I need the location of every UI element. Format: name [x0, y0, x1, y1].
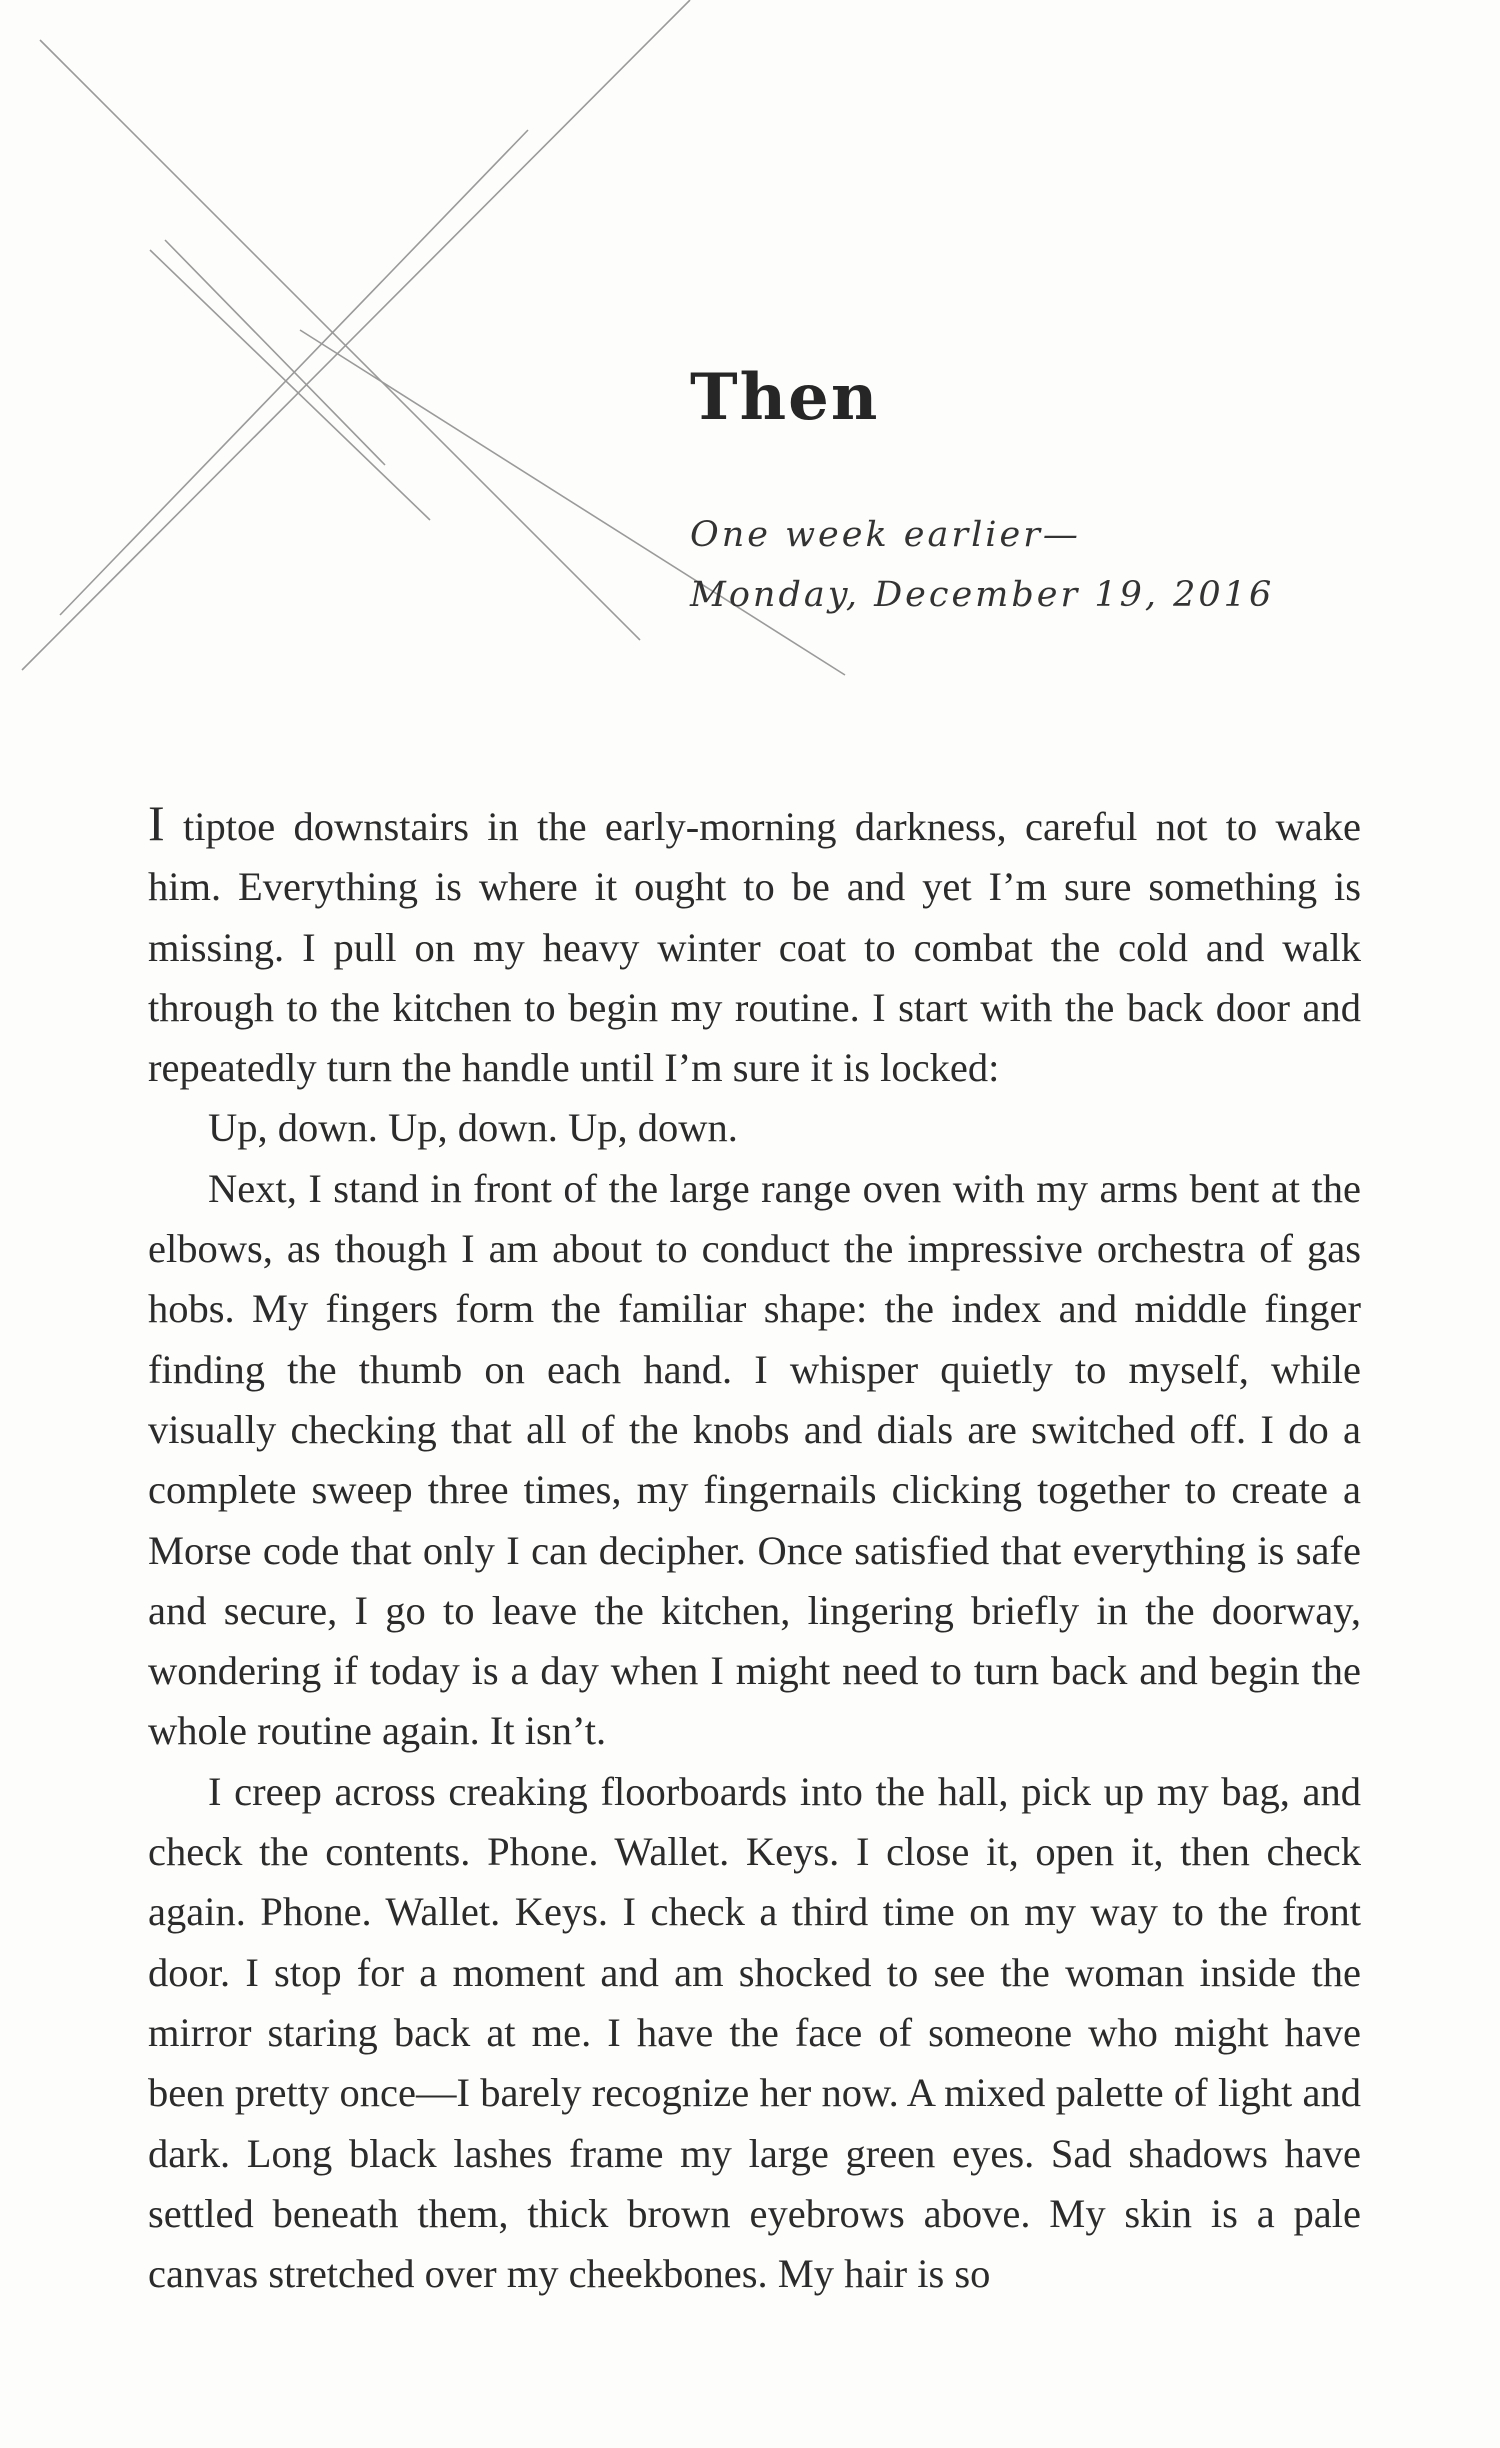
paragraph-1-text: tiptoe downstairs in the early-morning darkness, careful not to wake him. Everything is where it ought to be and yet I’m sure something is missing. I pull on my heavy winter coat to combat the cold and walk through to the kitchen to begin my routine. I start with the back door and repeatedly turn the handle until I’m sure it is locked:	[148, 804, 1361, 1091]
paragraph-2: Up, down. Up, down. Up, down.	[208, 1105, 738, 1151]
body-text	[148, 797, 1361, 2304]
paragraph-4: I creep across creaking floorboards into the hall, pick up my bag, and check the contents. Phone. Wallet. Keys. I close it, open it, then check again. Phone. Wallet. Keys. I check a third time on my way to the front door. I stop for a moment and am shocked to see the woman inside the mirror staring back at me. I have the face of someone who might have been pretty once—I barely recognize her now. A mixed palette of light and dark. Long black lashes frame my large green eyes. Sad shadows have settled beneath them, thick brown eyebrows above. My skin is a pale canvas stretched over my cheekbones. My hair is so	[148, 1768, 1361, 2297]
paragraph-1	[148, 797, 1361, 1098]
drop-cap: I	[148, 795, 165, 851]
chapter-dateline	[690, 505, 1274, 625]
paragraph-3: Next, I stand in front of the large range oven with my arms bent at the elbows, as though I am about to conduct the impressive orchestra of gas hobs. My fingers form the familiar shape: the index and middle finger finding the thumb on each hand. I whisper quietly to myself, while visually checking that all of the knobs and dials are switched off. I do a complete sweep three times, my fingernails clicking together to create a Morse code that only I can decipher. Once satisfied that everything is safe and secure, I go to leave the kitchen, lingering briefly in the doorway, wondering if today is a day when I might need to turn back and begin the whole routine again. It isn’t.	[148, 1165, 1361, 1754]
dateline-relative: One week earlier—	[690, 515, 1081, 555]
dateline-date: Monday, December 19, 2016	[690, 575, 1275, 615]
chapter-title: Then	[690, 360, 880, 435]
